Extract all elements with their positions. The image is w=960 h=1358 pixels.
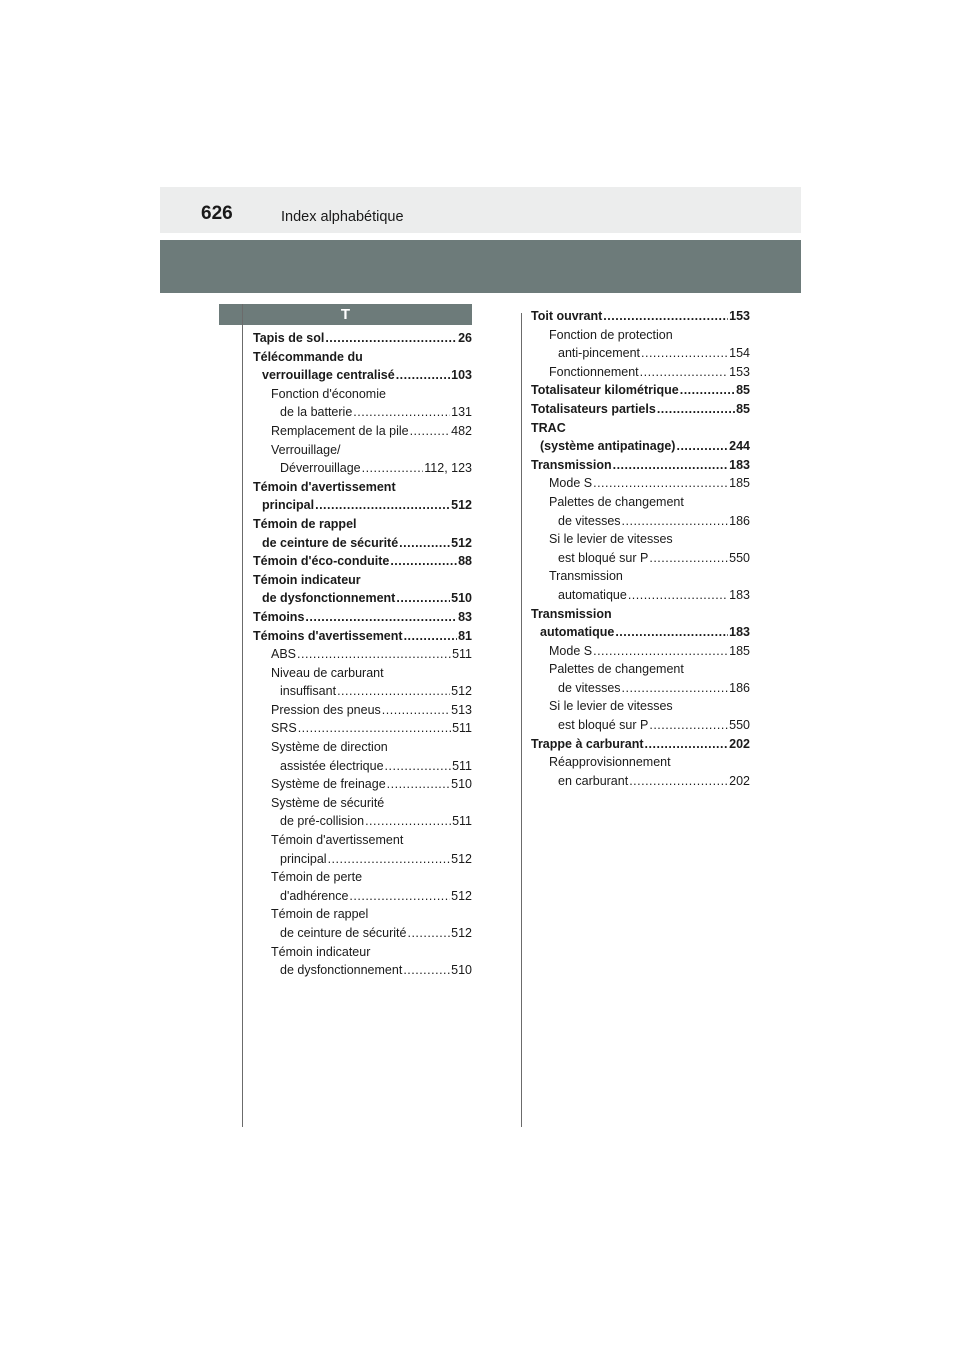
index-entry-page[interactable]: 482	[451, 423, 472, 438]
leader-dots	[657, 400, 735, 419]
index-entry-text: Totalisateur kilométrique	[531, 383, 679, 398]
index-entry	[253, 794, 472, 813]
index-entry	[531, 642, 750, 661]
index-entry	[531, 512, 750, 531]
index-entry-text: Témoins	[253, 609, 305, 624]
leader-dots	[385, 757, 452, 776]
index-entry	[531, 307, 750, 326]
index-entry-page[interactable]: 510	[451, 963, 472, 978]
index-entry-page[interactable]: 131	[451, 405, 472, 420]
index-entry	[253, 589, 472, 608]
index-entry	[531, 567, 750, 586]
index-entry-text: Remplacement de la pile	[271, 423, 409, 438]
leader-dots	[315, 496, 450, 515]
index-entry	[253, 682, 472, 701]
index-entry-text: Système de direction	[271, 740, 388, 755]
index-entry	[253, 608, 472, 627]
index-entry-text: de dysfonctionnement	[262, 591, 396, 606]
index-entry-text: Toit ouvrant	[531, 309, 603, 323]
index-entry	[253, 719, 472, 738]
index-entry-text: Tapis de sol	[253, 331, 325, 345]
leader-dots	[615, 623, 728, 642]
index-entry	[531, 772, 750, 791]
index-entry-text: est bloqué sur P	[558, 718, 649, 733]
index-entry	[253, 943, 472, 962]
index-entry	[253, 441, 472, 460]
index-entry-text: principal	[262, 498, 315, 513]
index-entry-text: automatique	[558, 587, 627, 602]
index-entry	[253, 422, 472, 441]
index-entry	[253, 775, 472, 794]
index-entry	[531, 326, 750, 345]
index-entry-page[interactable]: 244	[729, 439, 750, 454]
index-entry-page[interactable]: 511	[452, 814, 472, 829]
index-entry-text: insuffisant	[280, 684, 337, 699]
index-entry-page[interactable]: 185	[729, 476, 750, 491]
index-entry	[531, 697, 750, 716]
index-entry-text: Si le levier de vitesses	[549, 699, 673, 714]
index-entry-text: de vitesses	[558, 680, 621, 695]
index-entry-text: Fonction de protection	[549, 327, 673, 342]
index-entry-text: de la batterie	[280, 405, 353, 420]
index-entry-page[interactable]: 112, 123	[424, 461, 472, 476]
section-band	[160, 240, 801, 293]
index-entry-text: SRS	[271, 721, 297, 736]
index-entry-text: Témoins d'avertissement	[253, 628, 403, 643]
leader-dots	[622, 512, 729, 531]
leader-dots	[399, 534, 450, 553]
leader-dots	[353, 403, 450, 422]
index-entry	[531, 623, 750, 642]
index-entry-text: Télécommande du	[253, 349, 363, 364]
index-entry-page[interactable]: 153	[729, 309, 750, 323]
header-band	[160, 187, 801, 233]
index-entry	[531, 437, 750, 456]
index-entry-page[interactable]: 511	[452, 647, 472, 662]
index-entry-text: principal	[280, 851, 327, 866]
index-entry-text: Si le levier de vitesses	[549, 532, 673, 547]
index-entry-text: Mode S	[549, 643, 593, 658]
index-entry-text: de ceinture de sécurité	[280, 926, 407, 940]
leader-dots	[613, 456, 729, 475]
index-entry-text: Pression des pneus	[271, 702, 381, 717]
right-column-rule	[521, 313, 522, 1127]
index-entry-text: de pré-collision	[280, 814, 365, 829]
index-entry-text: Niveau de carburant	[271, 665, 384, 680]
index-entry	[531, 400, 750, 419]
leader-dots	[407, 924, 450, 943]
index-entry-page[interactable]: 512	[451, 498, 472, 513]
index-entry-page[interactable]: 512	[451, 535, 472, 550]
index-entry-page[interactable]: 81	[458, 628, 472, 643]
index-entry	[531, 419, 750, 438]
leader-dots	[645, 735, 729, 754]
index-entry-text: Témoin d'éco-conduite	[253, 554, 390, 569]
index-entry-page[interactable]: 183	[729, 457, 750, 472]
index-entry	[253, 348, 472, 367]
index-entry	[253, 552, 472, 571]
index-entry-text: verrouillage centralisé	[262, 368, 395, 383]
leader-dots	[629, 772, 728, 791]
leader-dots	[337, 682, 450, 701]
index-entry-page[interactable]: 512	[451, 888, 472, 903]
index-entry-text: (système antipatinage)	[540, 439, 676, 454]
index-entry	[253, 496, 472, 515]
leader-dots	[325, 329, 457, 348]
leader-dots	[396, 589, 450, 608]
leader-dots	[349, 887, 450, 906]
index-entry	[253, 459, 472, 478]
index-entry-text: de ceinture de sécurité	[262, 535, 399, 550]
index-entry-text: Témoin de rappel	[253, 516, 357, 531]
index-entry-page[interactable]: 510	[451, 591, 472, 606]
index-entry	[253, 850, 472, 869]
index-entry	[253, 627, 472, 646]
leader-dots	[362, 459, 424, 478]
index-entry-text: est bloqué sur P	[558, 550, 649, 565]
index-entry-text: de vitesses	[558, 513, 621, 528]
index-entry	[253, 887, 472, 906]
index-entry	[531, 363, 750, 382]
index-entry-page[interactable]: 85	[736, 383, 750, 398]
index-entry-page[interactable]: 513	[451, 702, 472, 717]
index-entry	[253, 738, 472, 757]
leader-dots	[622, 679, 729, 698]
index-entry	[253, 905, 472, 924]
index-entry	[531, 586, 750, 605]
index-entry	[531, 605, 750, 624]
index-entry	[531, 344, 750, 363]
index-entry-text: Témoin indicateur	[253, 572, 361, 587]
index-entry-text: TRAC	[531, 420, 566, 435]
index-entry-page[interactable]: 26	[458, 331, 472, 345]
index-entry-text: Mode S	[549, 476, 593, 491]
index-entry	[253, 478, 472, 497]
index-entry-page[interactable]: 185	[729, 643, 750, 658]
index-entry	[531, 474, 750, 493]
index-entry-text: Témoin d'avertissement	[253, 479, 396, 494]
index-entry-text: Témoin indicateur	[271, 944, 371, 959]
leader-dots	[390, 552, 457, 571]
leader-dots	[298, 719, 451, 738]
index-entry-page[interactable]: 202	[729, 773, 750, 788]
index-entry	[253, 571, 472, 590]
index-entry	[253, 831, 472, 850]
index-entry-text: Transmission	[549, 569, 623, 584]
index-entry-page[interactable]: 154	[729, 346, 750, 361]
index-entry-text: Déverrouillage	[280, 461, 361, 476]
index-entry	[531, 660, 750, 679]
index-entry-page[interactable]: 85	[736, 401, 750, 416]
index-entry-page[interactable]: 510	[451, 777, 472, 792]
leader-dots	[305, 608, 457, 627]
index-entry-text: assistée électrique	[280, 758, 384, 773]
index-entry	[253, 961, 472, 980]
page-number: 626	[201, 203, 233, 224]
index-entry-page[interactable]: 511	[452, 721, 472, 736]
index-entry-text: de dysfonctionnement	[280, 963, 403, 978]
index-entry-page[interactable]: 202	[729, 736, 750, 751]
index-entry	[253, 812, 472, 831]
index-column-left	[253, 329, 472, 980]
index-entry	[531, 679, 750, 698]
index-entry	[253, 403, 472, 422]
index-entry-text: Transmission	[531, 606, 612, 621]
leader-dots	[676, 437, 728, 456]
leader-dots	[403, 961, 450, 980]
leader-dots	[365, 812, 451, 831]
index-entry	[253, 385, 472, 404]
index-entry-text: Totalisateurs partiels	[531, 401, 656, 416]
index-entry-text: Palettes de changement	[549, 494, 684, 509]
index-entry	[253, 515, 472, 534]
index-entry	[531, 456, 750, 475]
index-entry-text: d'adhérence	[280, 888, 349, 903]
leader-dots	[297, 645, 451, 664]
index-entry	[531, 381, 750, 400]
index-entry	[253, 868, 472, 887]
index-entry-text: Système de freinage	[271, 777, 386, 792]
index-entry	[253, 645, 472, 664]
leader-dots	[328, 850, 451, 869]
index-entry-text: anti-pincement	[558, 346, 640, 361]
section-letter-tab: T	[219, 304, 472, 325]
index-entry	[531, 735, 750, 754]
index-entry-text: Transmission	[531, 457, 612, 472]
index-entry-page[interactable]: 153	[729, 364, 750, 379]
index-entry	[253, 534, 472, 553]
leader-dots	[593, 474, 728, 493]
index-entry-text: Fonction d'économie	[271, 386, 386, 401]
index-entry-text: Témoin de rappel	[271, 907, 369, 922]
index-entry	[531, 753, 750, 772]
index-entry	[531, 549, 750, 568]
leader-dots	[603, 307, 728, 326]
index-entry-text: automatique	[540, 625, 615, 640]
index-entry-text: Témoin de perte	[271, 870, 363, 885]
leader-dots	[404, 627, 458, 646]
leader-dots	[382, 701, 450, 720]
index-entry	[253, 757, 472, 776]
index-entry-page[interactable]: 512	[451, 851, 472, 866]
leader-dots	[641, 344, 728, 363]
index-entry-text: Palettes de changement	[549, 662, 684, 677]
index-column-right	[531, 307, 750, 790]
index-entry	[531, 530, 750, 549]
index-entry	[253, 366, 472, 385]
index-entry-page[interactable]: 512	[451, 926, 472, 940]
index-entry	[531, 716, 750, 735]
index-entry-page[interactable]: 186	[729, 513, 750, 528]
index-entry-page[interactable]: 550	[729, 718, 750, 733]
page-title: Index alphabétique	[281, 209, 404, 225]
index-entry-text: en carburant	[558, 773, 629, 788]
index-entry-text: Fonctionnement	[549, 364, 639, 379]
index-entry-text: Témoin d'avertissement	[271, 833, 404, 848]
index-entry-text: ABS	[271, 647, 297, 662]
left-column-rule	[242, 304, 243, 1127]
index-entry-page[interactable]: 103	[451, 368, 472, 383]
leader-dots	[680, 381, 735, 400]
leader-dots	[649, 549, 728, 568]
index-entry-text: Trappe à carburant	[531, 736, 644, 751]
index-entry	[253, 701, 472, 720]
index-entry-page[interactable]: 550	[729, 550, 750, 565]
index-entry-page[interactable]: 183	[729, 625, 750, 640]
index-entry-page[interactable]: 186	[729, 680, 750, 695]
index-entry-text: Verrouillage/	[271, 442, 341, 457]
index-entry	[531, 493, 750, 512]
index-entry-page[interactable]: 511	[452, 758, 472, 773]
leader-dots	[649, 716, 728, 735]
leader-dots	[640, 363, 729, 382]
index-entry-text: Réapprovisionnement	[549, 755, 671, 770]
index-entry-page[interactable]: 183	[729, 587, 750, 602]
leader-dots	[410, 422, 451, 441]
index-entry-text: Système de sécurité	[271, 795, 385, 810]
leader-dots	[387, 775, 450, 794]
index-entry-page[interactable]: 88	[458, 554, 472, 569]
index-entry	[253, 329, 472, 348]
index-entry-page[interactable]: 512	[451, 684, 472, 699]
leader-dots	[396, 366, 450, 385]
index-entry	[253, 924, 472, 943]
leader-dots	[593, 642, 728, 661]
leader-dots	[628, 586, 728, 605]
index-entry	[253, 664, 472, 683]
index-entry-page[interactable]: 83	[458, 609, 472, 624]
